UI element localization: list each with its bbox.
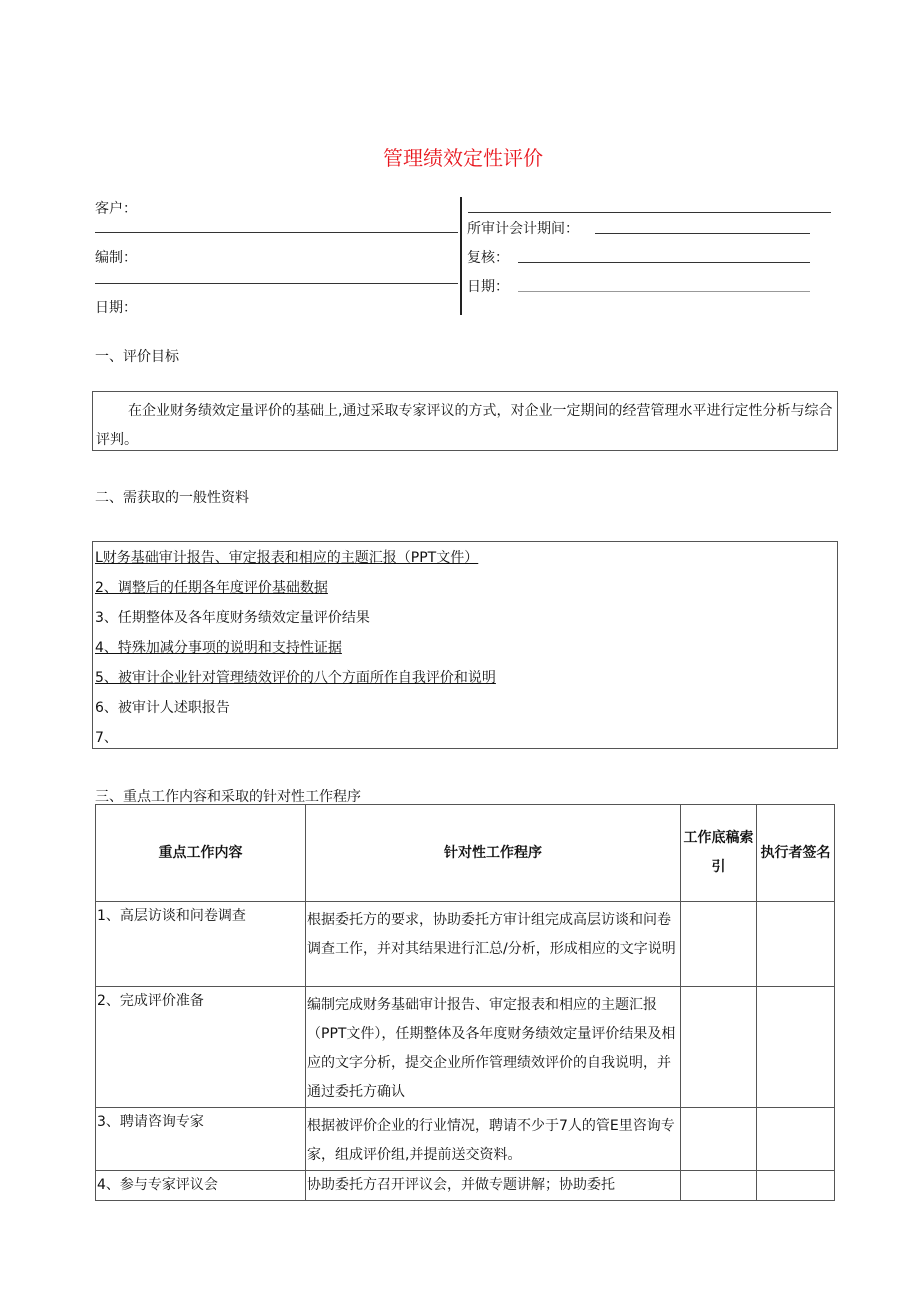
period-field[interactable] [595,233,810,234]
client-field[interactable] [95,232,458,233]
table-row [96,1171,835,1201]
right-top-line [468,212,831,213]
cell-content: 3、聘请咨询专家 [96,1108,306,1171]
cell-content: 4、参与专家评议会 [96,1171,306,1201]
col-header-procedure: 针对性工作程序 [306,805,681,902]
header-divider [460,197,462,315]
cell-signer[interactable] [757,1108,835,1171]
prepared-label: 编制： [95,250,137,266]
objective-text: 在企业财务绩效定量评价的基础上,通过采取专家评议的方式，对企业一定期间的经营管理水平进行定性分析与综合评判。 [96,403,833,448]
section3-heading: 三、重点工作内容和采取的针对性工作程序 [95,789,361,805]
col-header-content: 重点工作内容 [96,805,306,902]
material-item: 7、 [95,730,118,746]
cell-index[interactable] [681,1108,757,1171]
date-label-left: 日期： [95,300,137,316]
cell-index[interactable] [681,902,757,987]
material-item: 3、任期整体及各年度财务绩效定量评价结果 [95,610,370,626]
date-field-right[interactable] [518,291,810,292]
col-header-index: 工作底稿索引 [681,805,757,902]
section1-heading: 一、评价目标 [95,349,179,365]
procedures-table [95,804,835,1201]
document-title: 管理绩效定性评价 [383,146,543,170]
review-field[interactable] [518,262,810,263]
cell-procedure: 根据委托方的要求，协助委托方审计组完成高层访谈和问卷调查工作，并对其结果进行汇总/分析，形成相应的文字说明 [306,902,681,987]
cell-procedure: 编制完成财务基础审计报告、审定报表和相应的主题汇报（PPT文件），任期整体及各年度财务绩效定量评价结果及相应的文字分析，提交企业所作管理绩效评价的自我说明，并通过委托方确认 [306,987,681,1108]
prepared-field[interactable] [95,283,458,284]
cell-signer[interactable] [757,902,835,987]
cell-procedure: 根据被评价企业的行业情况，聘请不少于7人的管E里咨询专家，组成评价组,并提前送交资料。 [306,1108,681,1171]
col-header-signer: 执行者签名 [757,805,835,902]
table-row [96,987,835,1108]
table-row [96,1108,835,1171]
client-label: 客户： [95,201,137,217]
material-item: L财务基础审计报告、审定报表和相应的主题汇报（PPT文件） [95,550,479,566]
material-item: 4、特殊加减分事项的说明和支持性证据 [95,640,342,656]
period-label: 所审计会计期间： [467,221,579,237]
cell-content: 1、高层访谈和问卷调查 [96,902,306,987]
section2-heading: 二、需获取的一般性资料 [95,490,249,506]
material-item: 2、调整后的任期各年度评价基础数据 [95,580,328,596]
material-item: 5、被审计企业针对管理绩效评价的八个方面所作自我评价和说明 [95,670,496,686]
cell-index[interactable] [681,1171,757,1201]
cell-index[interactable] [681,987,757,1108]
review-label: 复核： [467,250,509,266]
material-item: 6、被审计人述职报告 [95,700,230,716]
table-row [96,902,835,987]
cell-signer[interactable] [757,1171,835,1201]
table-header-row [96,805,835,902]
date-label-right: 日期： [467,279,509,295]
cell-content: 2、完成评价准备 [96,987,306,1108]
cell-procedure: 协助委托方召开评议会，并做专题讲解；协助委托 [306,1171,681,1201]
cell-signer[interactable] [757,987,835,1108]
